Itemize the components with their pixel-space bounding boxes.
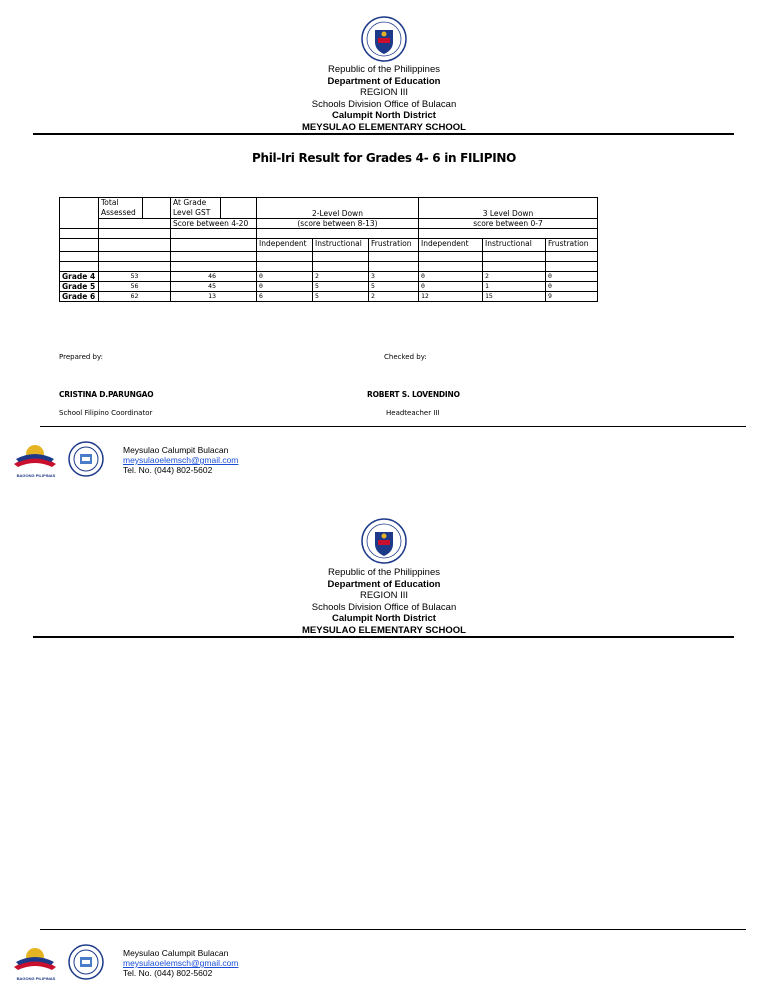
header-divider xyxy=(33,133,734,135)
letterhead-department: Department of Education xyxy=(327,75,441,87)
letterhead-republic: Republic of the Philippines xyxy=(328,64,440,75)
footer-address: Meysulao Calumpit Bulacan xyxy=(123,948,229,958)
letterhead-republic: Republic of the Philippines xyxy=(328,567,440,578)
table-row: Grade 6 62 13 6 5 2 12 15 9 xyxy=(60,292,598,302)
table-header-score420: Score between 4-20 xyxy=(171,219,257,229)
prepared-by-label: Prepared by: xyxy=(59,353,103,361)
letterhead-school: MEYSULAO ELEMENTARY SCHOOL xyxy=(302,624,466,636)
footer-divider xyxy=(40,426,746,427)
footer-contact xyxy=(123,445,238,475)
table-header-frustration-2: Frustration xyxy=(369,239,419,252)
letterhead-page2 xyxy=(0,567,768,636)
table-row: Grade 5 56 45 0 5 5 0 1 0 xyxy=(60,282,598,292)
footer-email-link[interactable]: meysulaoelemsch@gmail.com xyxy=(123,455,239,465)
school-seal-icon xyxy=(68,944,104,980)
checked-by-name: ROBERT S. LOVENDINO xyxy=(367,390,460,399)
deped-seal-icon xyxy=(361,16,407,62)
table-header-instructional-3: Instructional xyxy=(483,239,546,252)
results-table xyxy=(59,197,598,302)
footer-contact xyxy=(123,948,238,978)
table-header-atgrade: At Grade Level GST xyxy=(171,198,221,219)
footer-telephone: Tel. No. (044) 802-5602 xyxy=(123,968,213,978)
table-header-independent-2: Independent xyxy=(257,239,313,252)
bagong-pilipinas-logo-icon xyxy=(10,442,60,476)
letterhead-region: REGION III xyxy=(359,590,409,601)
table-row: Grade 4 53 46 0 2 3 0 2 0 xyxy=(60,272,598,282)
header-divider xyxy=(33,636,734,638)
table-header-gap xyxy=(143,198,171,219)
school-seal-icon xyxy=(68,441,104,477)
table-header-3level: 3 Level Down xyxy=(419,198,598,219)
letterhead-region: REGION III xyxy=(359,87,409,98)
checked-by-label: Checked by: xyxy=(384,353,427,361)
footer-divider xyxy=(40,929,746,930)
bagong-pilipinas-text: BAGONG PILIPINAS xyxy=(16,976,56,981)
checked-by-title: Headteacher III xyxy=(386,409,440,417)
letterhead-division: Schools Division Office of Bulacan xyxy=(311,601,457,613)
table-header-blank xyxy=(60,198,99,229)
table-header-independent-3: Independent xyxy=(419,239,483,252)
bagong-pilipinas-text: BAGONG PILIPINAS xyxy=(16,473,56,478)
footer-email-link[interactable]: meysulaoelemsch@gmail.com xyxy=(123,958,239,968)
deped-seal-icon xyxy=(361,518,407,564)
letterhead-district: Calumpit North District xyxy=(332,613,436,624)
footer-telephone: Tel. No. (044) 802-5602 xyxy=(123,465,213,475)
table-header-instructional-2: Instructional xyxy=(313,239,369,252)
table-header-frustration-3: Frustration xyxy=(546,239,598,252)
letterhead-school: MEYSULAO ELEMENTARY SCHOOL xyxy=(302,121,466,133)
footer-address: Meysulao Calumpit Bulacan xyxy=(123,445,229,455)
prepared-by-title: School Filipino Coordinator xyxy=(59,409,153,417)
letterhead-district: Calumpit North District xyxy=(332,110,436,121)
table-header-2level: 2-Level Down xyxy=(257,198,419,219)
bagong-pilipinas-logo-icon xyxy=(10,945,60,979)
letterhead-department: Department of Education xyxy=(327,578,441,590)
table-header-total: Total Assessed xyxy=(99,198,143,219)
prepared-by-name: CRISTINA D.PARUNGAO xyxy=(59,390,154,399)
table-header-gap2 xyxy=(221,198,257,219)
letterhead-division: Schools Division Office of Bulacan xyxy=(311,98,457,110)
report-title: Phil-Iri Result for Grades 4- 6 in FILIPINO xyxy=(251,151,517,165)
letterhead xyxy=(0,64,768,133)
table-header-score813: (score between 8-13) xyxy=(257,219,419,229)
table-header-score07: score between 0-7 xyxy=(419,219,598,229)
